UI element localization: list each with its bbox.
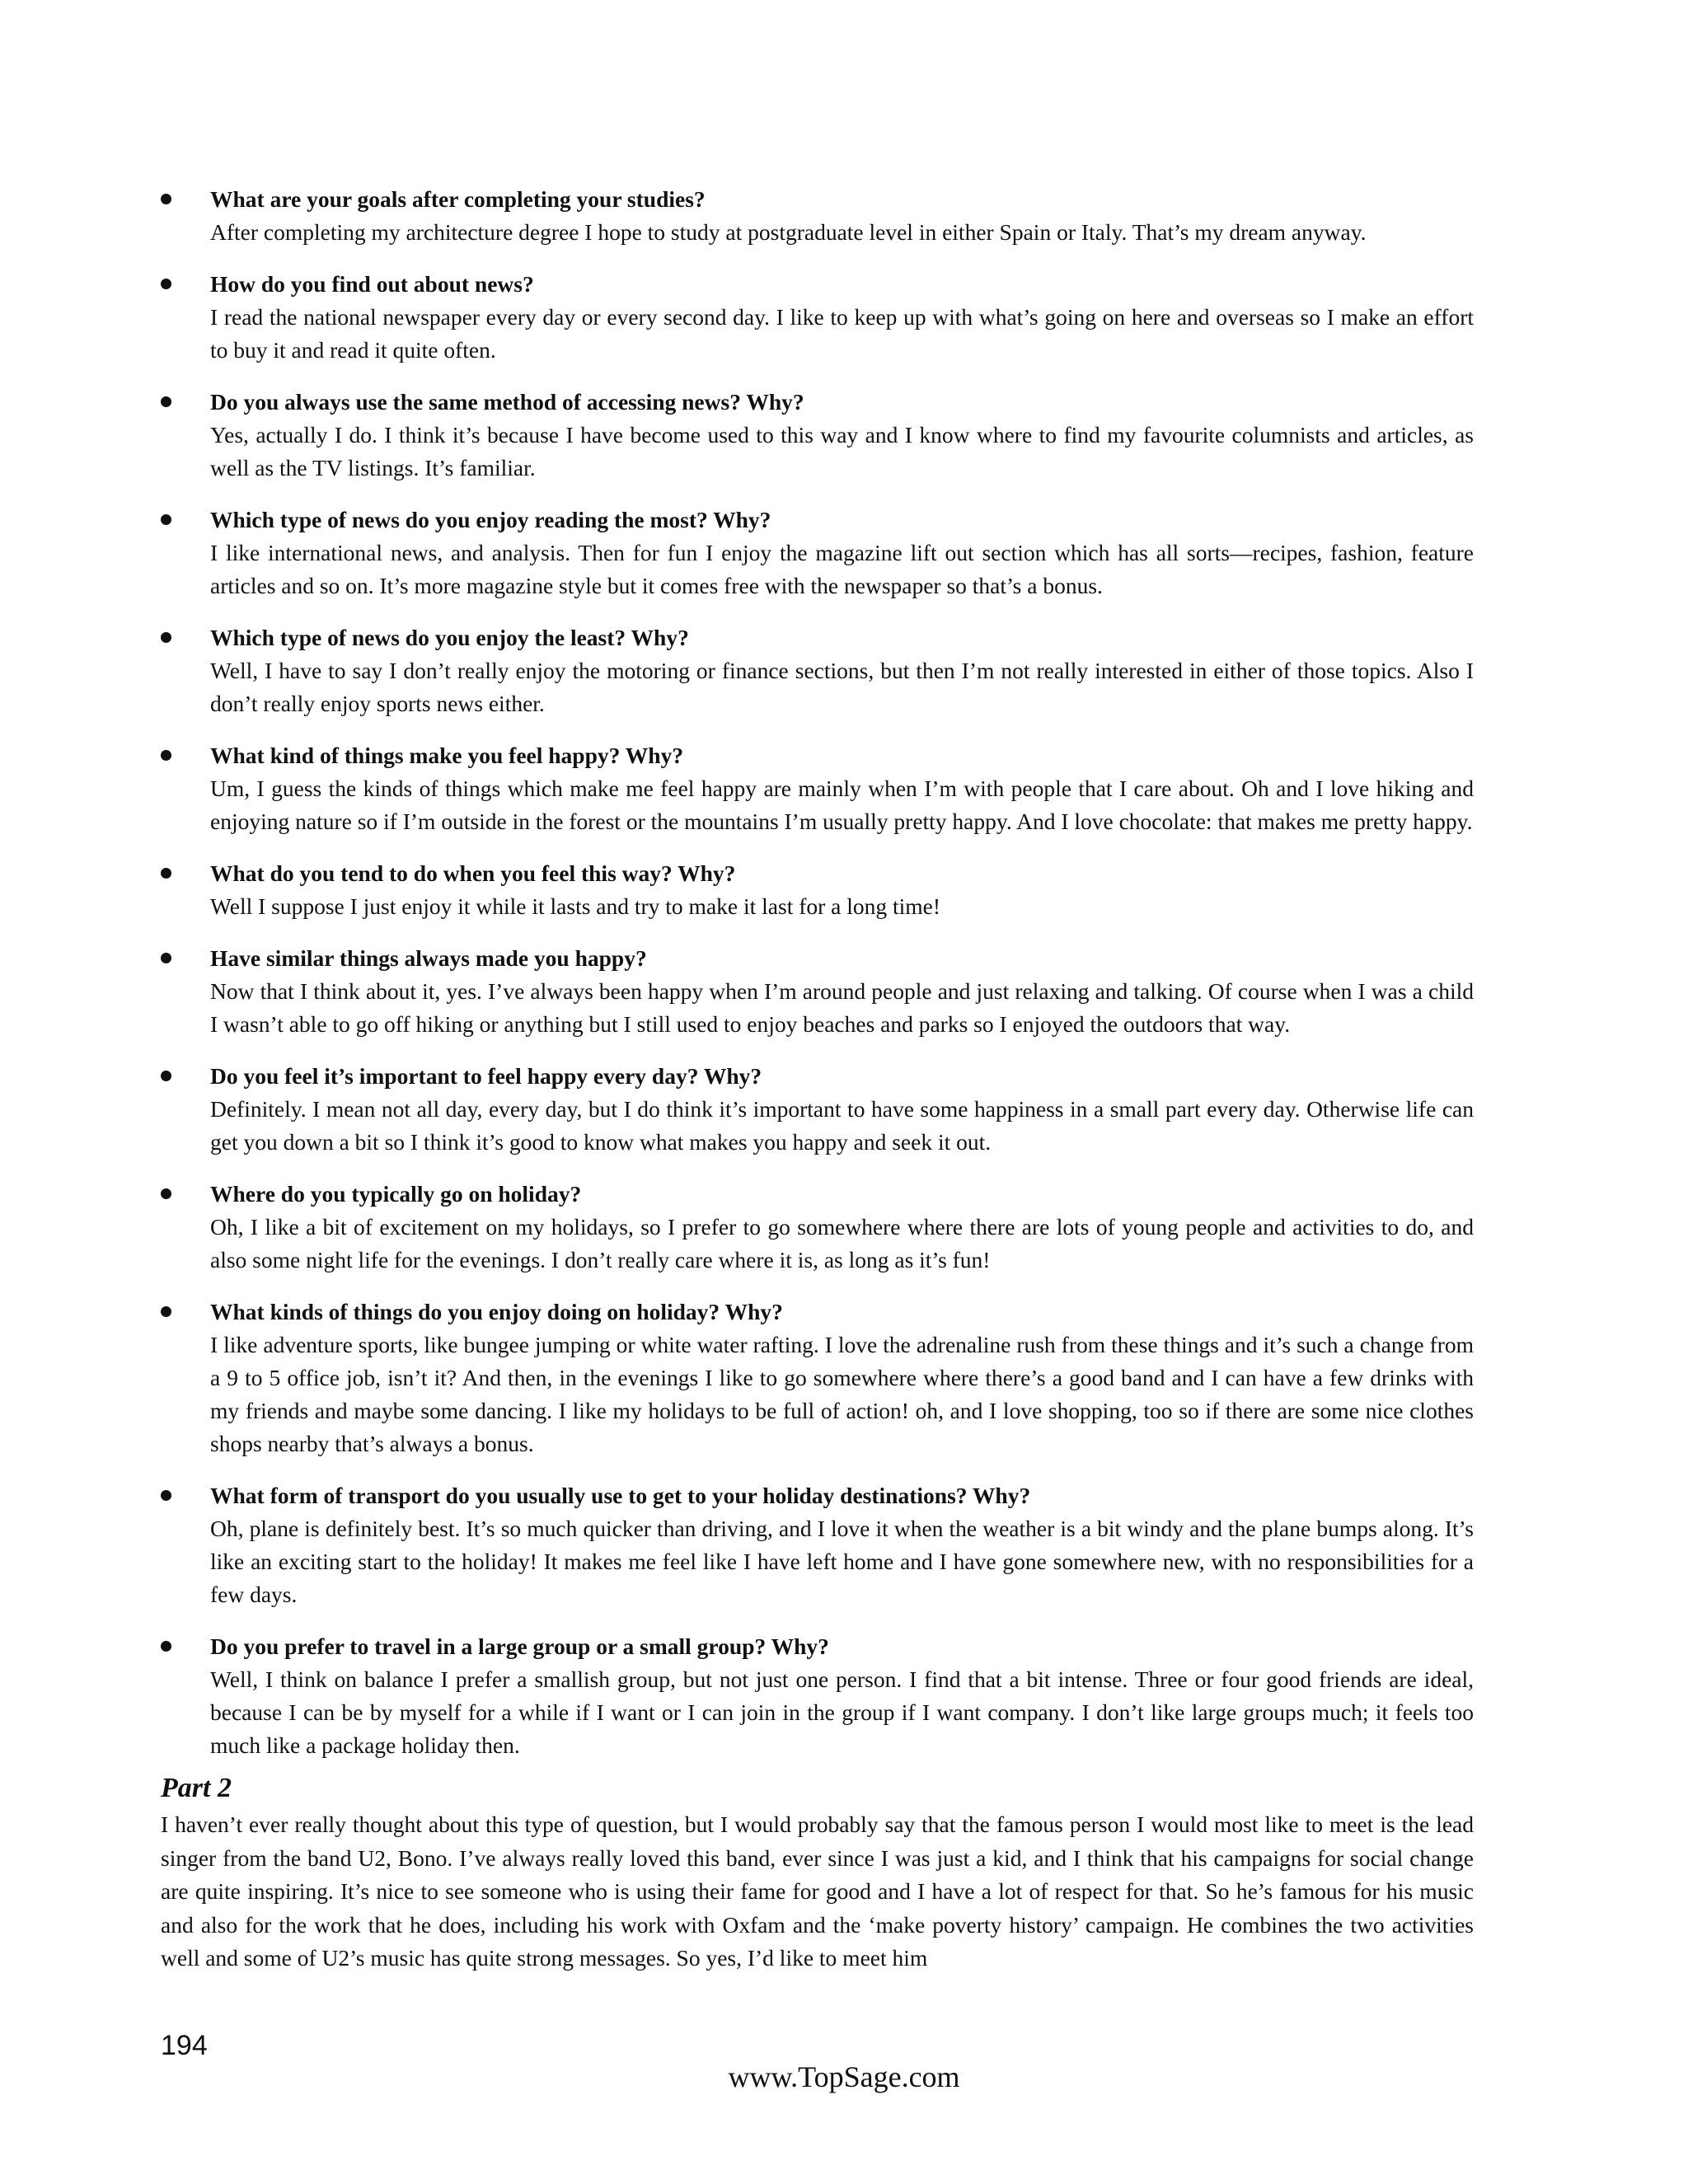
qa-item bbox=[157, 268, 1474, 367]
qa-item bbox=[157, 857, 1474, 923]
bullet-icon bbox=[161, 396, 171, 407]
bullet-icon bbox=[161, 632, 171, 643]
interview-question-list bbox=[157, 183, 1474, 1781]
section-heading: Part 2 bbox=[161, 1773, 232, 1803]
question-text: What kinds of things do you enjoy doing on holiday? Why? bbox=[210, 1299, 783, 1324]
answer-text: Yes, actually I do. I think it’s because I have become used to this way and I know where to find my favourite columnists and articles, as well as the TV listings. It’s familiar. bbox=[210, 422, 1474, 480]
bullet-icon bbox=[161, 1306, 171, 1317]
question-text: Which type of news do you enjoy reading the most? Why? bbox=[210, 507, 771, 532]
answer-text: Now that I think about it, yes. I’ve always been happy when I’m around people and just relaxing and talking. Of course when I was a child I wasn’t able to go off hiking or anything but I still used to enjoy beaches and parks so I enjoyed the outdoors that way. bbox=[210, 978, 1474, 1037]
question-text: Which type of news do you enjoy the least? Why? bbox=[210, 625, 689, 650]
qa-item bbox=[157, 1060, 1474, 1159]
bullet-icon bbox=[161, 279, 171, 289]
question-text: How do you find out about news? bbox=[210, 271, 534, 297]
qa-item bbox=[157, 183, 1474, 249]
bullet-icon bbox=[161, 514, 171, 525]
footer-url: www.TopSage.com bbox=[728, 2060, 960, 2093]
answer-text: After completing my architecture degree I hope to study at postgraduate level in either Spain or Italy. That’s my dream anyway. bbox=[210, 219, 1367, 245]
answer-text: Oh, I like a bit of excitement on my holidays, so I prefer to go somewhere where there are lots of young people and activities to do, and also some night life for the evenings. I don’t really care where it is, as long as it’s fun! bbox=[210, 1214, 1474, 1272]
bullet-icon bbox=[161, 1641, 171, 1652]
bullet-icon bbox=[161, 868, 171, 879]
answer-text: I like international news, and analysis. Then for fun I enjoy the magazine lift out section which has all sorts—recipes, fashion, feature articles and so on. It’s more magazine style but it comes free with the newspaper so that’s a bonus. bbox=[210, 540, 1474, 598]
qa-item bbox=[157, 386, 1474, 485]
bullet-icon bbox=[161, 1071, 171, 1081]
qa-item bbox=[157, 942, 1474, 1041]
page-number: 194 bbox=[161, 2030, 208, 2061]
question-text: Do you feel it’s important to feel happy every day? Why? bbox=[210, 1063, 762, 1089]
section-body-text: I haven’t ever really thought about this type of question, but I would probably say that the famous person I would most like to meet is the lead singer from the band U2, Bono. I’ve always really loved this band, ever since I was just a kid, and I think that his campaigns for social change are quite inspiring. It’s nice to see someone who is using their fame for good and I have a lot of respect for that. So he’s famous for his music and also for the work that he does, including his work with Oxfam and the ‘make poverty history’ campaign. He combines the two activities well and some of U2’s music has quite strong messages. So yes, I’d like to meet him bbox=[161, 1811, 1474, 1971]
answer-text: I like adventure sports, like bungee jumping or white water rafting. I love the adrenaline rush from these things and it’s such a change from a 9 to 5 office job, isn’t it? And then, in the evenings I like to go somewhere where there’s a good band and I can have a few drinks with my friends and maybe some dancing. I like my holidays to be full of action! oh, and I love shopping, too so if there are some nice clothes shops nearby that’s always a bonus. bbox=[210, 1332, 1474, 1456]
question-text: Do you always use the same method of accessing news? Why? bbox=[210, 389, 804, 415]
answer-text: Well, I think on balance I prefer a smallish group, but not just one person. I find that a bit intense. Three or four good friends are ideal, because I can be by myself for a while if I want or I can join in the group if I want company. I don’t like large groups much; it feels too much like a package holiday then. bbox=[210, 1666, 1474, 1758]
bullet-icon bbox=[161, 1490, 171, 1501]
answer-text: Definitely. I mean not all day, every day, but I do think it’s important to have some happiness in a small part every day. Otherwise life can get you down a bit so I think it’s good to know what makes you happy and seek it out. bbox=[210, 1096, 1474, 1155]
bullet-icon bbox=[161, 750, 171, 761]
bullet-icon bbox=[161, 1188, 171, 1199]
qa-item bbox=[157, 621, 1474, 720]
answer-text: Well I suppose I just enjoy it while it lasts and try to make it last for a long time! bbox=[210, 893, 941, 919]
bullet-icon bbox=[161, 953, 171, 963]
question-text: Do you prefer to travel in a large group or a small group? Why? bbox=[210, 1633, 829, 1659]
qa-item bbox=[157, 1296, 1474, 1460]
qa-item bbox=[157, 1630, 1474, 1762]
qa-item bbox=[157, 504, 1474, 602]
qa-item bbox=[157, 1479, 1474, 1611]
qa-item bbox=[157, 739, 1474, 838]
question-text: What form of transport do you usually use to get to your holiday destinations? Why? bbox=[210, 1483, 1031, 1508]
question-text: What do you tend to do when you feel this way? Why? bbox=[210, 860, 736, 886]
answer-text: Um, I guess the kinds of things which make me feel happy are mainly when I’m with people that I care about. Oh and I love hiking and enjoying nature so if I’m outside in the forest or the mountains I’m usually pretty happy. And I love chocolate: that makes me pretty happy. bbox=[210, 776, 1474, 834]
question-text: Have similar things always made you happy? bbox=[210, 945, 647, 971]
answer-text: I read the national newspaper every day or every second day. I like to keep up with what’s going on here and overseas so I make an effort to buy it and read it quite often. bbox=[210, 304, 1474, 363]
answer-text: Oh, plane is definitely best. It’s so much quicker than driving, and I love it when the weather is a bit windy and the plane bumps along. It’s like an exciting start to the holiday! It makes me feel like I have left home and I have gone somewhere new, with no responsibilities for a few days. bbox=[210, 1516, 1474, 1607]
qa-item bbox=[157, 1178, 1474, 1277]
answer-text: Well, I have to say I don’t really enjoy the motoring or finance sections, but then I’m not really interested in either of those topics. Also I don’t really enjoy sports news either. bbox=[210, 658, 1474, 716]
question-text: What are your goals after completing your studies? bbox=[210, 186, 706, 212]
bullet-icon bbox=[161, 194, 171, 204]
question-text: Where do you typically go on holiday? bbox=[210, 1181, 582, 1207]
question-text: What kind of things make you feel happy? Why? bbox=[210, 743, 684, 768]
